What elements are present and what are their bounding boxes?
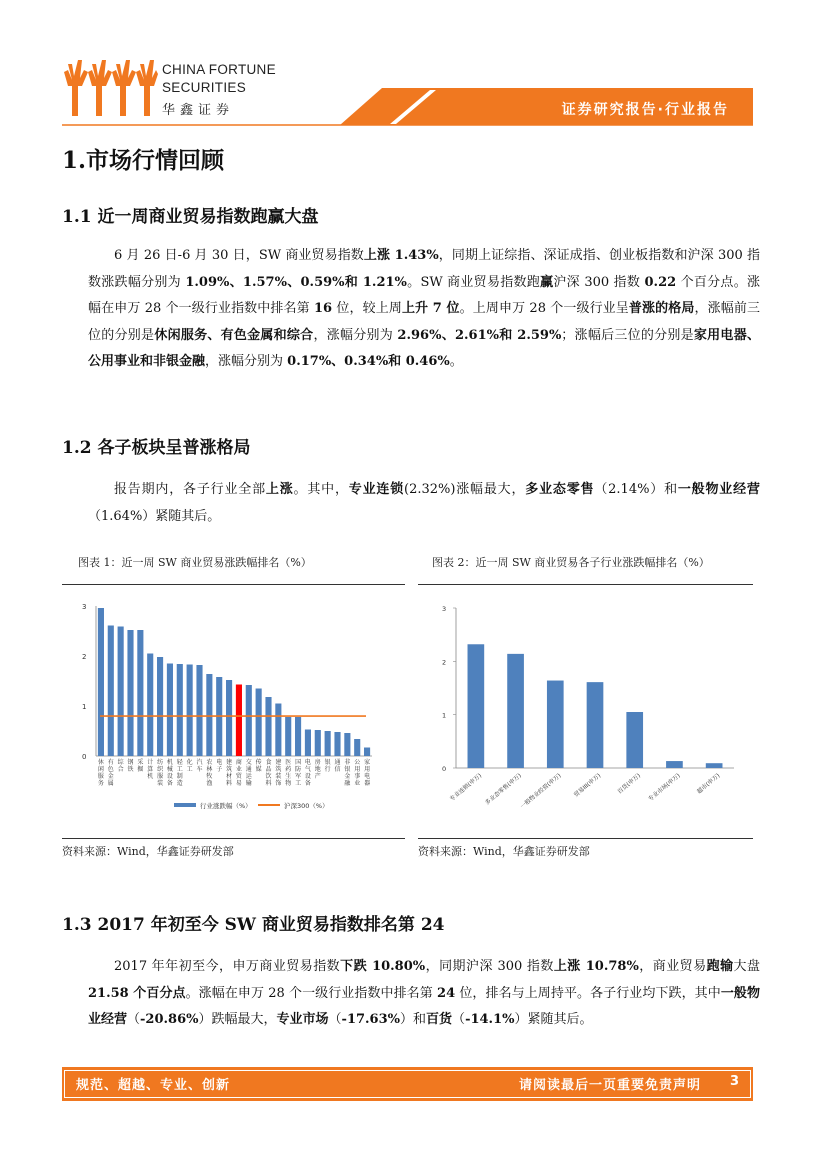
text-run: ，同期沪深 300 指数 (425, 959, 554, 974)
chart1-x-label: 商业贸易 (235, 759, 242, 787)
chart2-x-label: 专业市场(申万) (647, 772, 682, 803)
text-run: ，涨幅前三位的分别是 (88, 301, 760, 343)
text-run: ，同期上证综指、深证成指、创业板指数和沪深 300 指数涨跌幅分别为 (88, 248, 760, 290)
chart1-legend-swatch-1 (174, 803, 196, 807)
chart1-x-label: 汽车 (196, 759, 203, 773)
chart1-y-tick: 2 (82, 653, 87, 661)
chart1-x-label: 通信 (334, 759, 341, 773)
chart1-bar (187, 665, 193, 757)
chart1-bar (334, 732, 340, 756)
chart1-legend-swatch-2 (258, 804, 280, 806)
chart1-caption: 图表 1：近一周 SW 商业贸易涨跌幅排名（%） (78, 556, 312, 569)
footer-disclaimer-link[interactable]: 请阅读最后一页重要免责声明 (518, 1078, 701, 1093)
text-run: ，商业贸易 (638, 959, 707, 974)
chart2-bar (468, 644, 485, 768)
text-run: 大盘 (733, 959, 761, 974)
text-run: 普涨的格局 (628, 301, 695, 316)
brand-name-cn: 华鑫证券 (162, 103, 235, 118)
text-run: 0.22 (644, 274, 677, 290)
chart1-x-label: 电子 (216, 759, 223, 773)
text-run: 专业连锁 (348, 482, 404, 497)
chart1-y-tick: 0 (82, 753, 87, 761)
chart2-y-tick: 2 (442, 658, 447, 667)
text-run: ）紧随其后。 (514, 1012, 593, 1027)
subsection-1-1-paragraph (88, 243, 760, 376)
footer-bar (62, 1067, 753, 1101)
chart2-bar (587, 682, 604, 768)
chart2-caption: 图表 2：近一周 SW 商业贸易各子行业涨跌幅排名（%） (432, 556, 710, 569)
chart1-bar (256, 689, 262, 757)
company-logo (62, 56, 158, 120)
subsection-1-3-title: 1.3 2017 年初至今 SW 商业贸易指数排名第 24 (62, 915, 445, 935)
text-run: 休闲服务、有色金属和综合 (154, 327, 314, 343)
text-run: （ (452, 1012, 466, 1027)
chart2-x-label: 一般物业经营(申万) (519, 772, 563, 811)
text-run: 上涨 1.43% (363, 248, 439, 263)
subsection-1-2-title: 1.2 各子板块呈普涨格局 (62, 438, 251, 458)
chart1-bar (108, 626, 114, 757)
text-run: 沪深 300 指数 (553, 274, 645, 290)
text-run: 报告期内，各子行业全部 (114, 482, 266, 497)
chart1-y-tick: 3 (82, 603, 87, 611)
text-run: 个百分点。涨幅在申万 28 个一级行业指数中排名第 (88, 274, 760, 316)
chart1-bar (265, 697, 271, 756)
chart1-bar (147, 654, 153, 757)
chart2-bar (507, 654, 524, 768)
chart1-y-tick: 1 (82, 703, 87, 711)
chart2-bar (626, 712, 643, 768)
chart1-x-label: 电气设备 (304, 759, 311, 787)
chart2-svg (418, 592, 753, 832)
chart1-x-label: 综合 (117, 759, 124, 773)
text-run: 1.09%、1.57%、0.59%和 1.21% (185, 274, 407, 290)
chart1-bar (305, 730, 311, 757)
chart1-x-label: 钢铁 (127, 759, 134, 773)
text-run: ，涨幅分别为 (313, 327, 398, 343)
chart1-legend-label-2: 沪深300（%） (284, 802, 329, 810)
chart1-bar (354, 739, 360, 756)
chart1-bar (344, 733, 350, 756)
chart2-y-tick: 0 (442, 765, 447, 773)
text-run: ）和 (400, 1012, 427, 1027)
chart1-x-label: 公用事业 (354, 759, 361, 787)
text-run: 位，较上周 (332, 301, 402, 316)
chart1-x-label: 家用电器 (364, 759, 371, 787)
chart1-bar (98, 608, 104, 756)
chart1-x-label: 纺织服装 (157, 759, 164, 787)
chart2-bottom-rule (418, 838, 753, 839)
text-run: 跑输 (706, 959, 734, 974)
text-run: 上涨 10.78% (553, 959, 639, 974)
chart1-bar (196, 665, 202, 756)
text-run: 21.58 个百分点 (88, 985, 186, 1001)
chart1-top-rule (62, 584, 405, 585)
chart2-y-tick: 3 (442, 605, 447, 613)
chart1-x-label: 机械设备 (166, 759, 173, 787)
text-run: 2.96%、2.61%和 2.59% (397, 327, 562, 343)
chart2-top-rule (418, 584, 753, 585)
chart1-svg (62, 592, 405, 832)
chart2-bar (666, 761, 683, 768)
section-title: 1.市场行情回顾 (62, 147, 225, 174)
report-type: 证券研究报告·行业报告 (561, 102, 729, 118)
chart1-x-label: 化工 (186, 759, 193, 773)
chart1-source: 资料来源：Wind，华鑫证券研发部 (62, 845, 234, 858)
chart1-bar (236, 685, 242, 757)
text-run: 专业市场 (276, 1012, 329, 1027)
chart1-bar (246, 685, 252, 756)
text-run: 。上周申万 28 个一级行业呈 (459, 301, 629, 316)
footer-motto: 规范、超越、专业、创新 (76, 1078, 231, 1093)
text-run: 16 (314, 301, 333, 316)
text-run: 下跌 10.80% (340, 959, 426, 974)
chart1-x-label: 计算机 (147, 759, 154, 780)
text-run: 。其中， (293, 482, 349, 497)
text-run: 。SW 商业贸易指数跑 (406, 274, 541, 290)
text-run: 6 月 26 日-6 月 30 日，SW 商业贸易指数 (114, 248, 364, 263)
chart1-bar (167, 664, 173, 757)
chart1-x-label: 建筑装饰 (275, 759, 282, 787)
text-run: -14.1% (465, 1012, 515, 1027)
chart1-x-label: 非银金融 (344, 759, 351, 787)
chart1-bar (275, 704, 281, 757)
text-run: ；涨幅后三位的分别是 (561, 327, 694, 343)
text-run: 2017 年年初至今，申万商业贸易指数 (114, 959, 341, 974)
text-run: 24 (437, 985, 456, 1001)
chart1-x-label: 休闲服务 (97, 759, 104, 787)
subsection-1-3-paragraph (88, 954, 760, 1034)
chart1-x-label: 国防军工 (295, 759, 302, 787)
chart1-x-label: 有色金属 (107, 759, 114, 787)
chart1-bar (118, 627, 124, 757)
chart1-x-label: 医药生物 (285, 759, 292, 787)
chart2-y-tick: 1 (442, 711, 447, 720)
page-number: 3 (729, 1074, 739, 1089)
chart1-bar (177, 664, 183, 756)
text-run: （ (328, 1012, 342, 1027)
chart1-bar (325, 731, 331, 756)
chart1-x-label: 建筑材料 (226, 759, 233, 787)
brand-name-en-line1: CHINA FORTUNE (162, 62, 276, 77)
chart1-legend-label-1: 行业涨跌幅（%） (200, 802, 252, 810)
text-run: （2.14%）和 (594, 482, 678, 497)
brand-name-en-line2: SECURITIES (162, 80, 247, 95)
text-run: 多业态零售 (525, 482, 595, 497)
text-run: -20.86% (140, 1012, 199, 1027)
chart1-bar (285, 717, 291, 756)
chart1-bottom-rule (62, 838, 405, 839)
chart1-x-label: 农林牧渔 (206, 759, 213, 787)
text-run: （1.64%）紧随其后。 (88, 508, 221, 524)
chart1-x-label: 采掘 (137, 759, 144, 773)
chart1-bar (364, 748, 370, 757)
text-run: （ (127, 1012, 141, 1027)
chart2-bar (706, 763, 723, 768)
chart1-x-label: 银行 (324, 759, 331, 773)
text-run: 赢 (540, 274, 554, 290)
chart2-x-label: 百货(申万) (616, 772, 642, 796)
text-run: 家用电器、公用事业和非银金融 (88, 327, 760, 369)
chart1-x-label: 交通运输 (245, 759, 252, 787)
text-run: 位，排名与上周持平。各子行业均下跌，其中 (455, 985, 721, 1001)
chart1-x-label: 房地产 (314, 759, 321, 780)
text-run: 。涨幅在申万 28 个一级行业指数中排名第 (185, 985, 438, 1001)
text-run: (2.32%)涨幅最大， (404, 482, 526, 497)
chart1-x-label: 轻工制造 (176, 759, 183, 787)
chart1-bar (157, 657, 163, 756)
chart1-bar (206, 674, 212, 756)
chart2-x-label: 贸易III(申万) (573, 772, 603, 799)
text-run: 0.17%、0.34%和 0.46% (287, 354, 450, 369)
chart2-x-label: 专业连锁(申万) (449, 772, 484, 803)
text-run: 一般物业经营 (88, 985, 760, 1027)
subsection-1-2-paragraph (88, 477, 760, 530)
text-run: ，涨幅分别为 (205, 354, 288, 369)
text-run: 一般物业经营 (677, 482, 760, 497)
chart2-bar (547, 681, 564, 768)
chart1-bar (226, 680, 232, 756)
text-run: 上升 7 位 (401, 301, 460, 316)
chart2-source: 资料来源：Wind，华鑫证券研发部 (418, 845, 590, 858)
chart2-x-label: 多业态零售(申万) (484, 772, 523, 807)
text-run: 百货 (426, 1012, 453, 1027)
chart1-x-label: 食品饮料 (265, 759, 272, 787)
chart1-bar (137, 630, 143, 756)
chart1-bar (315, 730, 321, 756)
chart1-bar (127, 630, 133, 756)
chart2-x-label: 超市(申万) (696, 772, 722, 796)
text-run: -17.63% (341, 1012, 401, 1027)
chart1-x-label: 传媒 (255, 759, 262, 773)
text-run: 。 (449, 354, 463, 369)
chart1-bar (295, 717, 301, 756)
text-run: 上涨 (265, 482, 294, 497)
subsection-1-1-title: 1.1 近一周商业贸易指数跑赢大盘 (62, 207, 319, 227)
text-run: ）跌幅最大， (198, 1012, 277, 1027)
